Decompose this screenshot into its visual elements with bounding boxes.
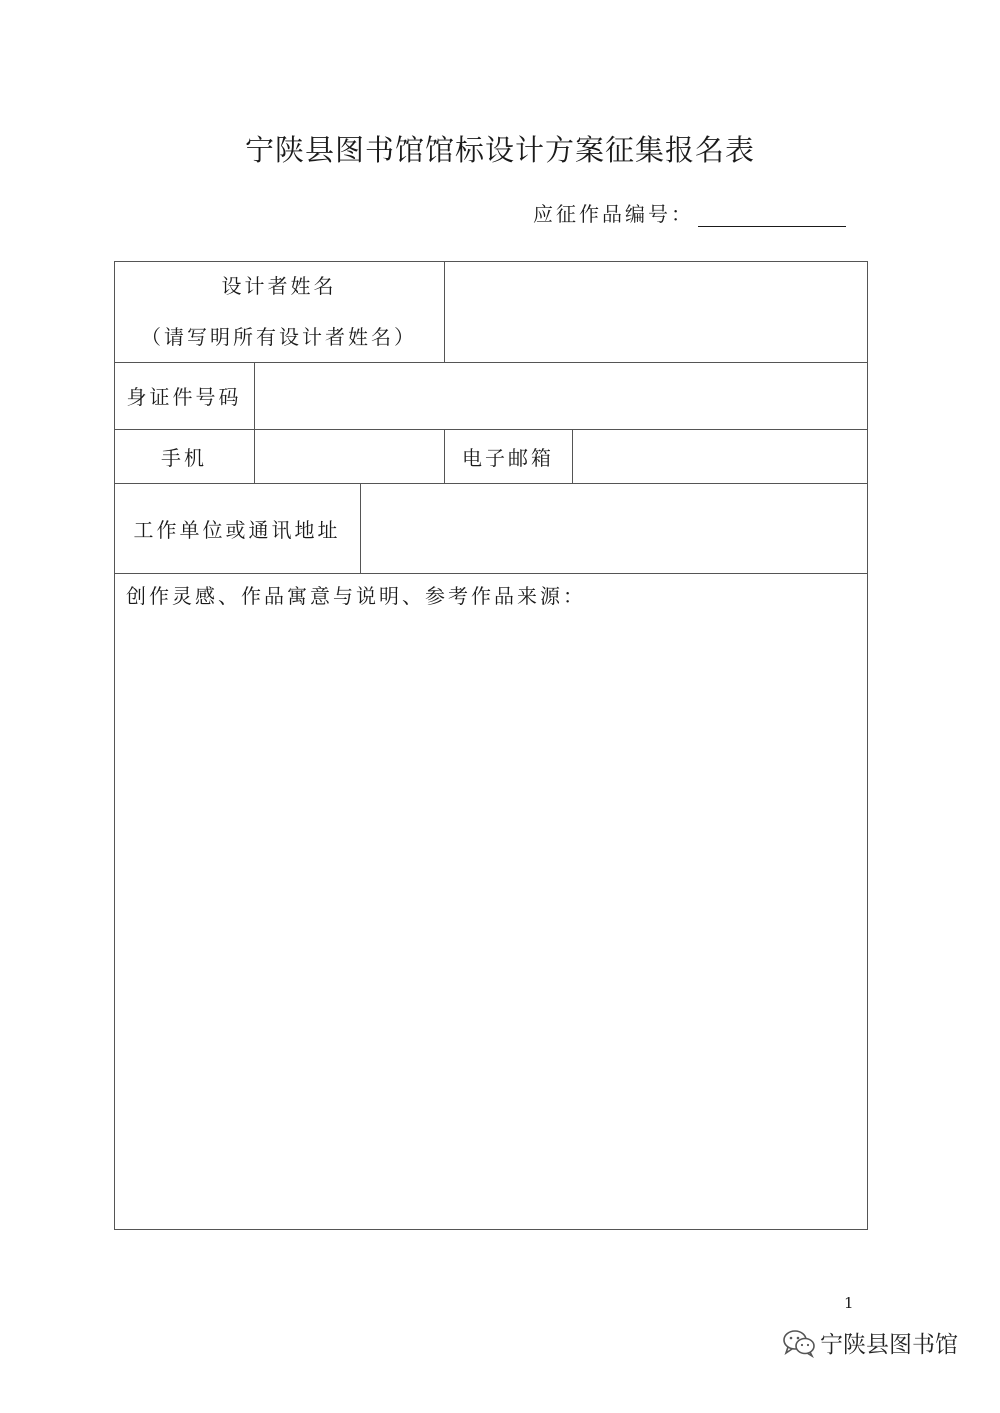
row-divider (114, 573, 868, 574)
notes-field[interactable] (114, 611, 868, 1230)
email-label: 电子邮箱 (462, 445, 554, 470)
address-label: 工作单位或通讯地址 (133, 517, 341, 542)
wechat-icon (782, 1328, 816, 1358)
email-field[interactable] (573, 429, 868, 483)
form-title: 宁陕县图书馆馆标设计方案征集报名表 (244, 133, 755, 167)
notes-label: 创作灵感、作品寓意与说明、参考作品来源： (126, 584, 586, 608)
designer-name-field[interactable] (445, 261, 868, 362)
entry-number-field[interactable] (698, 204, 846, 227)
address-field[interactable] (361, 483, 868, 573)
watermark-text: 宁陕县图书馆 (820, 1332, 958, 1358)
registration-form-table (114, 261, 868, 1230)
page-number: 1 (844, 1294, 854, 1312)
designer-name-note: （请写明所有设计者姓名） (141, 325, 417, 349)
designer-name-label-cell (114, 261, 444, 362)
phone-field[interactable] (255, 429, 444, 483)
entry-number-label: 应征作品编号： (533, 202, 694, 226)
id-number-field[interactable] (255, 362, 868, 429)
watermark (782, 1326, 958, 1359)
designer-name-label: 设计者姓名 (221, 274, 337, 298)
phone-label: 手机 (161, 445, 207, 470)
id-number-label: 身证件号码 (126, 385, 242, 409)
entry-number-line (533, 198, 846, 227)
